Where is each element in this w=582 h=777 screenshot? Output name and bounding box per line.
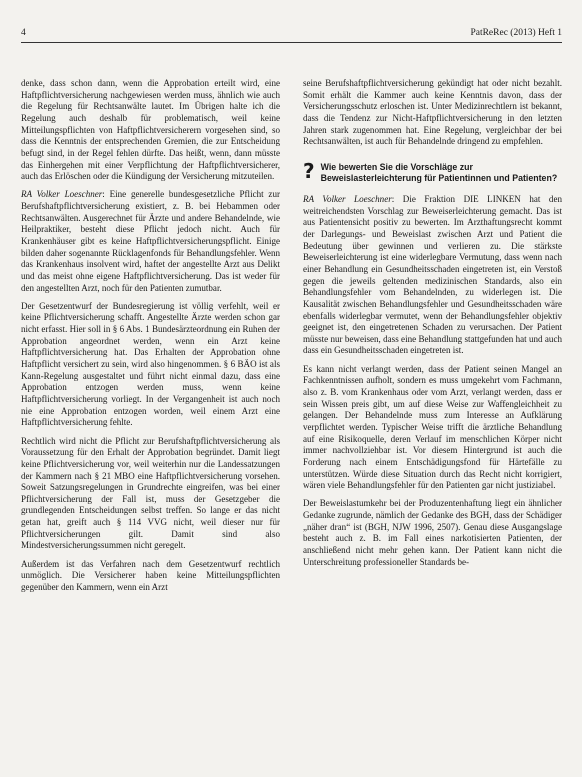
right-column — [303, 78, 562, 600]
journal-title: PatRеRec (2013) Heft 1 — [470, 28, 562, 38]
paragraph: seine Berufshaftpflichtversicherung gekündigt hat oder nicht bezahlt. Somit erhält die Kammer auch keine Kenntnis davon, dass der Versicherungsschutz erloschen ist. Unter Medizinrechtlern ist bekannt, dass die Tendenz zur Nicht-Haftpflichtversicherung in den letzten Jahren stark zugenommen hat. Eine Regelung, vergleichbar der bei Rechtsanwälten, ist auch für Behandelnde dringend zu empfehlen. — [303, 78, 562, 147]
paragraph — [21, 189, 280, 294]
paragraph: Der Beweislastumkehr bei der Produzentenhaftung liegt ein ähnlicher Gedanke zugrunde, nämlich der Gedanke des BGH, dass der Schädiger „näher dran“ ist (BGH, NJW 1996, 2507). Genau diese Ausgangslage besteht auch z. B. im Fall eines narkotisierten Patienten, der anschließend nicht mehr gehen kann. Der Patient kann nicht die Unterschreitung professioneller Standards be- — [303, 498, 562, 567]
page-header — [21, 28, 562, 38]
question-text: Wie bewerten Sie die Vorschläge zur Beweislasterleichterung für Patientinnen und Patienten? — [320, 161, 558, 183]
paragraph: Es kann nicht verlangt werden, dass der Patient seinen Mangel an Fachkenntnissen aufholt, sondern es muss umgekehrt vom Fachmann, also z. B. vom Krankenhaus oder vom Arzt, verlangt werden, dass er sein Wissen preis gibt, um auf diese Weise zur Waffengleichheit zu gelangen. Der Behandelnde muss zum Interesse an Aufklärung verpflichtet werden. Typischer Weise trifft die ärztliche Behandlung auf eine Risikoquelle, deren Verlauf im menschlichen Körper nicht immer nachvollziehbar ist. Vor diesem Hintergrund ist auch die Forderung nach einem Entschädigungsfond für Härtefälle zu unterstützen. Würde diese Situation durch das Recht nicht korrigiert, wären viele Behandlungsfehler für den Patienten gar nicht justiziabel. — [303, 363, 562, 491]
question-mark-icon: ? — [303, 158, 315, 183]
speaker-name: RA Volker Loeschner — [303, 193, 392, 204]
article-body — [21, 78, 562, 600]
paragraph: Außerdem ist das Verfahren nach dem Gesetzentwurf rechtlich unmöglich. Die Versicherer haben keine Mitteilungspflichten gegenüber den Kammern, wenn ein Arzt — [21, 558, 280, 592]
paragraph: Rechtlich wird nicht die Pflicht zur Berufshaftpflichtversicherung als Voraussetzung für den Erhalt der Approbation begründet. Damit liegt keine Pflichtversicherung vor, weil weiterhin nur die Landessatzungen der Kammern nach § 21 MBO eine Haftpflichtversicherung vorsehen. Soweit Satzungsregelungen in Grundrechte eingreifen, was bei einer Pflichtversicherung der Fall ist, muss der Gesetzgeber die grundlegenden Entscheidungen selbst treffen. So lange er das nicht getan hat, greift auch § 114 VVG nicht, weil dieser nur für Pflichtversicherungen gilt. Damit sind also Mindestversicherungssummen nicht geregelt. — [21, 435, 280, 551]
paragraph: Der Gesetzentwurf der Bundesregierung ist völlig verfehlt, weil er keine Pflichtversicherung schafft. Angestellte Ärzte werden schon gar nicht erfasst. Hier soll in § 6 Abs. 1 Bundesärzteordnung ein Ruhen der Approbation angeordnet werden, wenn ein Arzt keine Haftpflichtversicherung hat. Das Erhalten der Approbation ohne Haftpflicht versichert zu sein, wird also hingenommen. § 6 BÄO ist als Kann-Regelung ausgestaltet und führt nicht einmal dazu, dass eine Approbation entzogen werden muss, wenn keine Haftpflichtversicherung vorliegt. In der Vergangenheit ist auch noch nie eine Approbation entzogen worden, weil einem Arzt eine Haftpflichtversicherung fehlte. — [21, 300, 280, 428]
page-number: 4 — [21, 28, 26, 38]
left-column — [21, 78, 280, 600]
paragraph-text: : Eine generelle bundesgesetzliche Pflicht zur Berufshaftpflichtversicherung existiert, z. B. bei Hebammen oder Rechtsanwälten. Ausgerechnet für Ärzte und andere Behandelnde, wie Heilpraktiker, besteht diese Pflicht jedoch nicht. Auch für Krankenhäuser gibt es keine Haftpflichtversicherungspflicht. Einige bilden daher sogenannte Rücklagenfonds für Behandlungsfehler. Wenn das Krankenhaus insolvent wird, haftet der angestellte Arzt aus Delikt und das meist ohne eigene Haftpflichtversicherung. Das ist weder für den angestellten Arzt, noch für den Patienten zumutbar. — [21, 189, 280, 293]
paragraph-text: : Die Fraktion DIE LINKEN hat den weitreichendsten Vorschlag zur Beweiserleichterung gemacht. Das ist aus Patientensicht positiv zu bewerten. Im Arzthaftungsrecht kommt der Darlegungs- und Beweislast zwischen Arzt und Patient die Bedeutung über gewinnen und verlieren zu. Die stärkste Beweiserleichterung ist eine widerlegbare Vermutung, dass wenn nach einer Behandlung ein Gesundheitsschaden eingetreten ist, ein Verstoß gegen die jeweils geltenden medizinischen Standards, also ein Behandlungsfehler vom Behandelnden, zu widerlegen ist. Die Kausalität zwischen Behandlungsfehler und Gesundheitsschaden wäre ebenfalls widerlegbar vermutet, wenn der Behandlungsfehler objektiv geeignet ist, den eingetretenen Schaden zu verursachen. Der Patient müsste nur beweisen, dass eine Behandlung stattgefunden hat und auch dass ein Gesundheitsschaden eingetreten ist. — [303, 193, 562, 356]
paragraph: denke, dass schon dann, wenn die Approbation erteilt wird, eine Haftpflichtversicherung nachgewiesen werden muss, ähnlich wie auch die Regelung für Rechtsanwälte lautet. Im Übrigen halte ich die Regelung auch deshalb für problematisch, weil keine Mitteilungspflichten von Haftpflichtversicherern vorgesehen sind, so dass die Kenntnis der entsprechenden Gremien, die zur Entscheidung befugt sind, in der Regel fehlen dürfte. Das heißt, wenn, dann müsste das Einhergehen mit einer Verpflichtung der Haftpflichtversicherer, auch das Erlöschen oder die Kündigung der Versicherung mitzuteilen. — [21, 78, 280, 182]
paragraph — [303, 194, 562, 357]
header-divider — [21, 42, 562, 43]
speaker-name: RA Volker Loeschner — [21, 189, 103, 200]
interview-question — [303, 158, 562, 184]
